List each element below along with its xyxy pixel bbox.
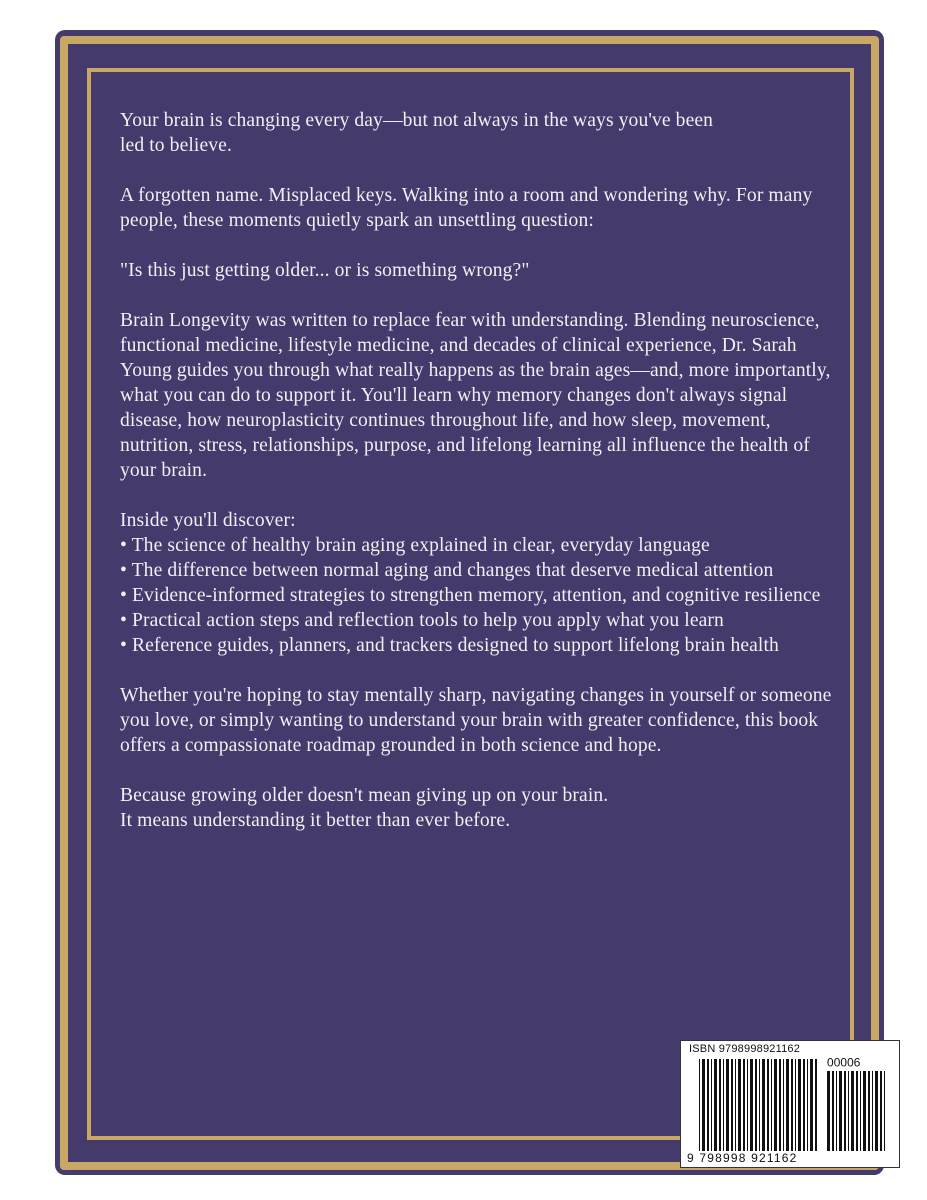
quote-paragraph: "Is this just getting older... or is something wrong?" [120,260,530,281]
isbn-barcode [680,1040,900,1168]
discover-item: • Practical action steps and reflection tools to help you apply what you learn [120,610,724,631]
blurb-text [120,108,840,833]
isbn-digits: 9 798998 921162 [687,1151,798,1165]
intro-paragraph [120,108,840,158]
about-paragraph: Brain Longevity was written to replace fear with understanding. Blending neuroscience, functional medicine, lifestyle medicine, and decades of clinical experience, Dr. Sarah Young guides you through what really happens as the brain ages—and, more importantly, what you can do to support it. You'll learn why memory changes don't always signal disease, how neuroplasticity continues throughout life, and how sleep, movement, nutrition, stress, relationships, purpose, and lifelong learning all influence the health of your brain. [120,310,831,481]
moments-paragraph: A forgotten name. Misplaced keys. Walking into a room and wondering why. For many people, these moments quietly spark an unsettling question: [120,185,813,231]
discover-item: • The science of healthy brain aging explained in clear, everyday language [120,535,710,556]
discover-item: • Evidence-informed strategies to strengthen memory, attention, and cognitive resilience [120,585,821,606]
barcode-bars-icon [699,1059,819,1151]
discover-item: • The difference between normal aging and changes that deserve medical attention [120,560,774,581]
discover-section [120,508,840,658]
closing-line-1: Because growing older doesn't mean giving up on your brain. [120,785,609,806]
whether-paragraph: Whether you're hoping to stay mentally sharp, navigating changes in yourself or someone you love, or simply wanting to understand your brain with greater confidence, this book offers a compassionate roadmap grounded in both science and hope. [120,685,832,756]
discover-item: • Reference guides, planners, and trackers designed to support lifelong brain health [120,635,779,656]
closing-line-2: It means understanding it better than ever before. [120,810,511,831]
intro-line-2: led to believe. [120,135,232,156]
discover-heading: Inside you'll discover: [120,510,296,531]
closing-paragraph [120,783,840,833]
isbn-label: ISBN 9798998921162 [689,1043,801,1055]
addon-barcode-bars-icon [827,1071,887,1151]
intro-line-1: Your brain is changing every day—but not always in the ways you've been [120,110,714,131]
price-code: 90000 [827,1055,861,1069]
